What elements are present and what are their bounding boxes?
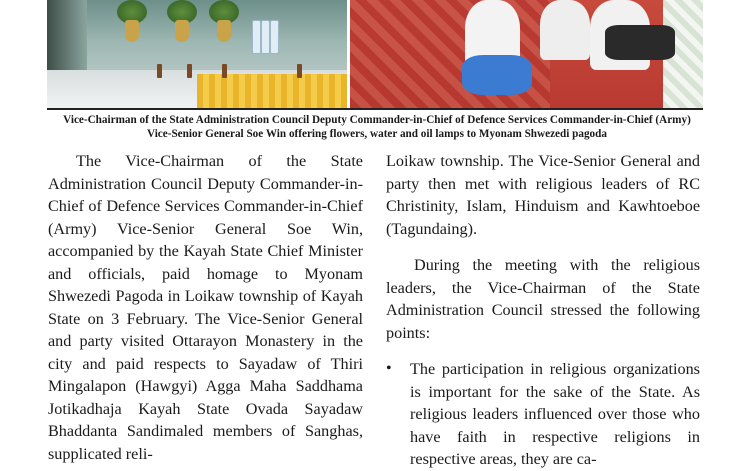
news-photo xyxy=(47,0,703,110)
article-paragraph: During the meeting with the religious leaders, the Vice-Chairman of the State Administration Council stressed the following points: xyxy=(386,256,700,342)
article-column-left xyxy=(48,150,363,465)
bullet-item xyxy=(386,358,700,471)
bullet-icon: • xyxy=(386,360,392,377)
article-paragraph: The Vice-Chairman of the State Administration Council Deputy Commander-in-Chief of Defence Services Commander-in-Chief (Army) Vice-Senior General Soe Win, accompanied by the Kayah State Chief Minister and officials, paid homage to Myonam Shwezedi Pagoda in Loikaw township of Kayah State on 3 February. The Vice-Senior General and party visited Ottarayon Monastery in the city and paid respects to Sayadaw of Thiri Mingalapon (Hawgyi) Agga Maha Saddhama Jotikadhaja Kayah State Ovada Sayadaw Bhaddanta Sandimaled members of Sanghas, supplicated reli- xyxy=(48,152,363,463)
article-paragraph: Loikaw township. The Vice-Senior General and party then met with religious leaders of RC Christinity, Islam, Hinduism and Kawhtoeboe (Tagundaing). xyxy=(386,152,700,238)
photo-caption: Vice-Chairman of the State Administration Council Deputy Commander-in-Chief of Defence Services Commander-in-Chief (Army) Vice-Senior General Soe Win offering flowers, water and oil lamps to Myonam Shwezedi pagoda xyxy=(63,114,691,140)
article-column-right xyxy=(386,150,700,471)
photo-altar-offerings xyxy=(47,0,347,108)
bullet-text: The participation in religious organizations is important for the sake of the State. As religious leaders influenced over those who have faith in respective religions in respective areas, they are ca- xyxy=(410,360,700,468)
photo-kneeling-officials xyxy=(350,0,703,108)
